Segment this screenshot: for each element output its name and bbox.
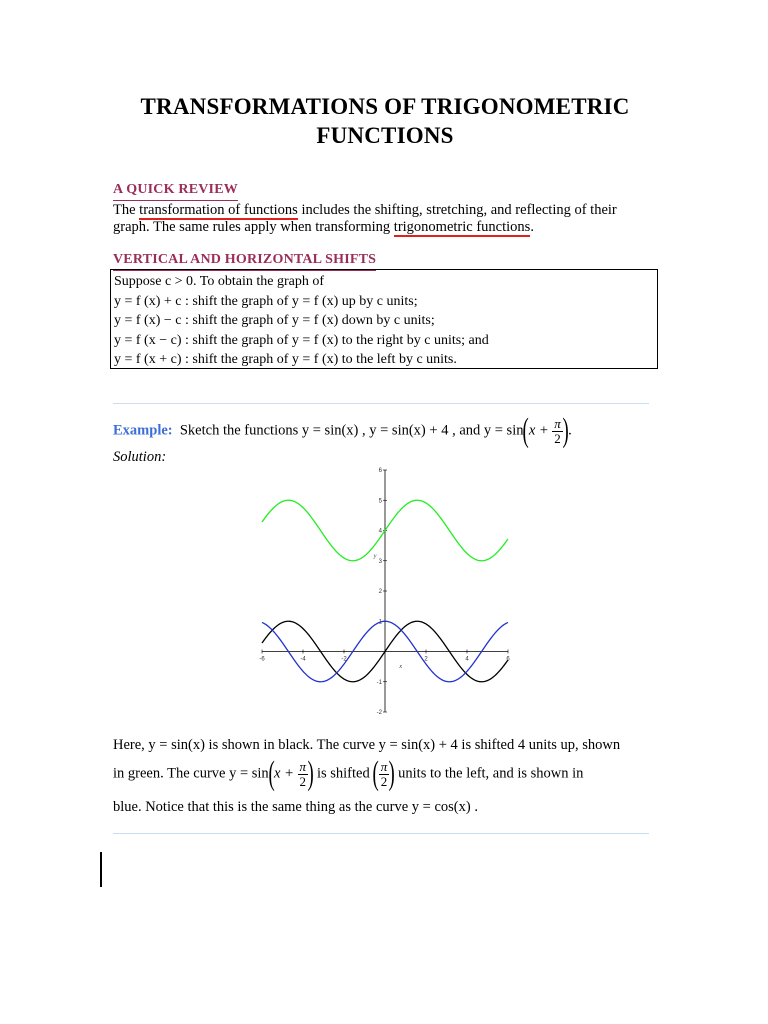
y-tick-label: 4 (378, 528, 382, 535)
paren-open: ( (523, 412, 530, 449)
rule-line: y = f (x − c) : shift the graph of y = f (x) to the right by c units; and (114, 332, 489, 348)
paren-open: ( (372, 755, 380, 792)
example-end: . (568, 422, 572, 439)
solution-label: Solution: (113, 449, 167, 465)
review-text-3: . (530, 218, 534, 235)
heading-shifts-text: VERTICAL AND HORIZONTAL SHIFTS (113, 252, 377, 267)
heading-underline (113, 200, 238, 201)
paren-close: ) (562, 412, 569, 449)
y-tick-label: 1 (378, 619, 382, 626)
x-tick-label: -4 (300, 656, 306, 663)
fraction-denominator: 2 (299, 773, 306, 789)
explanation-text: in green. The curve y = sin (113, 765, 269, 782)
link-transformation-of-functions[interactable]: transformation of functions (139, 202, 298, 218)
explanation-text: is shifted (313, 765, 374, 782)
sine-graph (250, 462, 520, 720)
example-arg: x + (528, 422, 549, 439)
heading-vertical-horizontal-shifts (113, 252, 376, 268)
paren-open: ( (268, 755, 275, 792)
text-cursor (100, 852, 102, 887)
y-tick-label: 2 (378, 589, 382, 595)
x-axis-label: x (399, 664, 403, 671)
y-tick-label: 6 (378, 468, 382, 474)
y-tick-label: 5 (378, 498, 382, 505)
fraction-denominator: 2 (380, 773, 388, 789)
explanation-line-1: Here, y = sin(x) is shown in black. The curve y = sin(x) + 4 is shifted 4 units up, shown (113, 737, 621, 753)
x-tick-label: 4 (465, 656, 469, 663)
x-tick-label: -2 (341, 656, 347, 663)
heading-quick-review-text: A QUICK REVIEW (113, 182, 238, 197)
fraction-numerator: π (299, 758, 307, 774)
explanation-text: units to the left, and is shown in (394, 765, 584, 782)
rule-line: y = f (x) − c : shift the graph of y = f (x) down by c units; (114, 313, 435, 328)
explanation-arg: x + (274, 765, 294, 782)
example-fraction (552, 417, 563, 446)
divider (113, 403, 649, 404)
y-tick-label: 3 (378, 558, 382, 565)
example-text: Sketch the functions y = sin(x) , y = sin(x) + 4 , and y = sin (179, 422, 524, 439)
fraction-denominator: 2 (554, 430, 561, 446)
fraction-numerator: π (380, 758, 388, 774)
rule-line: Suppose c > 0. To obtain the graph of (114, 274, 325, 289)
heading-quick-review (113, 182, 238, 198)
x-tick-label: 6 (506, 656, 510, 663)
link-trigonometric-functions[interactable]: trigonometric functions (393, 218, 531, 235)
paren-close: ) (388, 755, 395, 792)
x-tick-label: -6 (259, 656, 265, 663)
example-label: Example: (113, 422, 173, 439)
y-tick-label: -2 (376, 710, 382, 716)
review-text-2: includes the shifting, stretching, and reflecting of their graph. The same rules apply when transforming (113, 202, 617, 235)
page-title (80, 92, 690, 150)
title-line-2: FUNCTIONS (316, 123, 454, 148)
y-axis-label: y (373, 553, 377, 560)
shift-rules-box (110, 269, 658, 369)
rule-line: y = f (x) + c : shift the graph of y = f (x) up by c units; (114, 293, 418, 309)
example-line (113, 414, 572, 448)
rule-line: y = f (x + c) : shift the graph of y = f (x) to the left by c units. (114, 352, 457, 367)
review-text-1: The (113, 202, 140, 218)
x-tick-label: 2 (424, 656, 428, 663)
divider (113, 833, 649, 834)
y-tick-label: -1 (376, 679, 382, 686)
explanation-line-3: blue. Notice that this is the same thing as the curve y = cos(x) . (113, 799, 478, 815)
explanation-fraction (298, 760, 309, 789)
review-paragraph (113, 202, 653, 235)
title-line-1: TRANSFORMATIONS OF TRIGONOMETRIC (140, 94, 630, 119)
paren-close: ) (307, 755, 314, 792)
explanation-line-2 (113, 757, 583, 791)
fraction-numerator: π (554, 415, 561, 431)
